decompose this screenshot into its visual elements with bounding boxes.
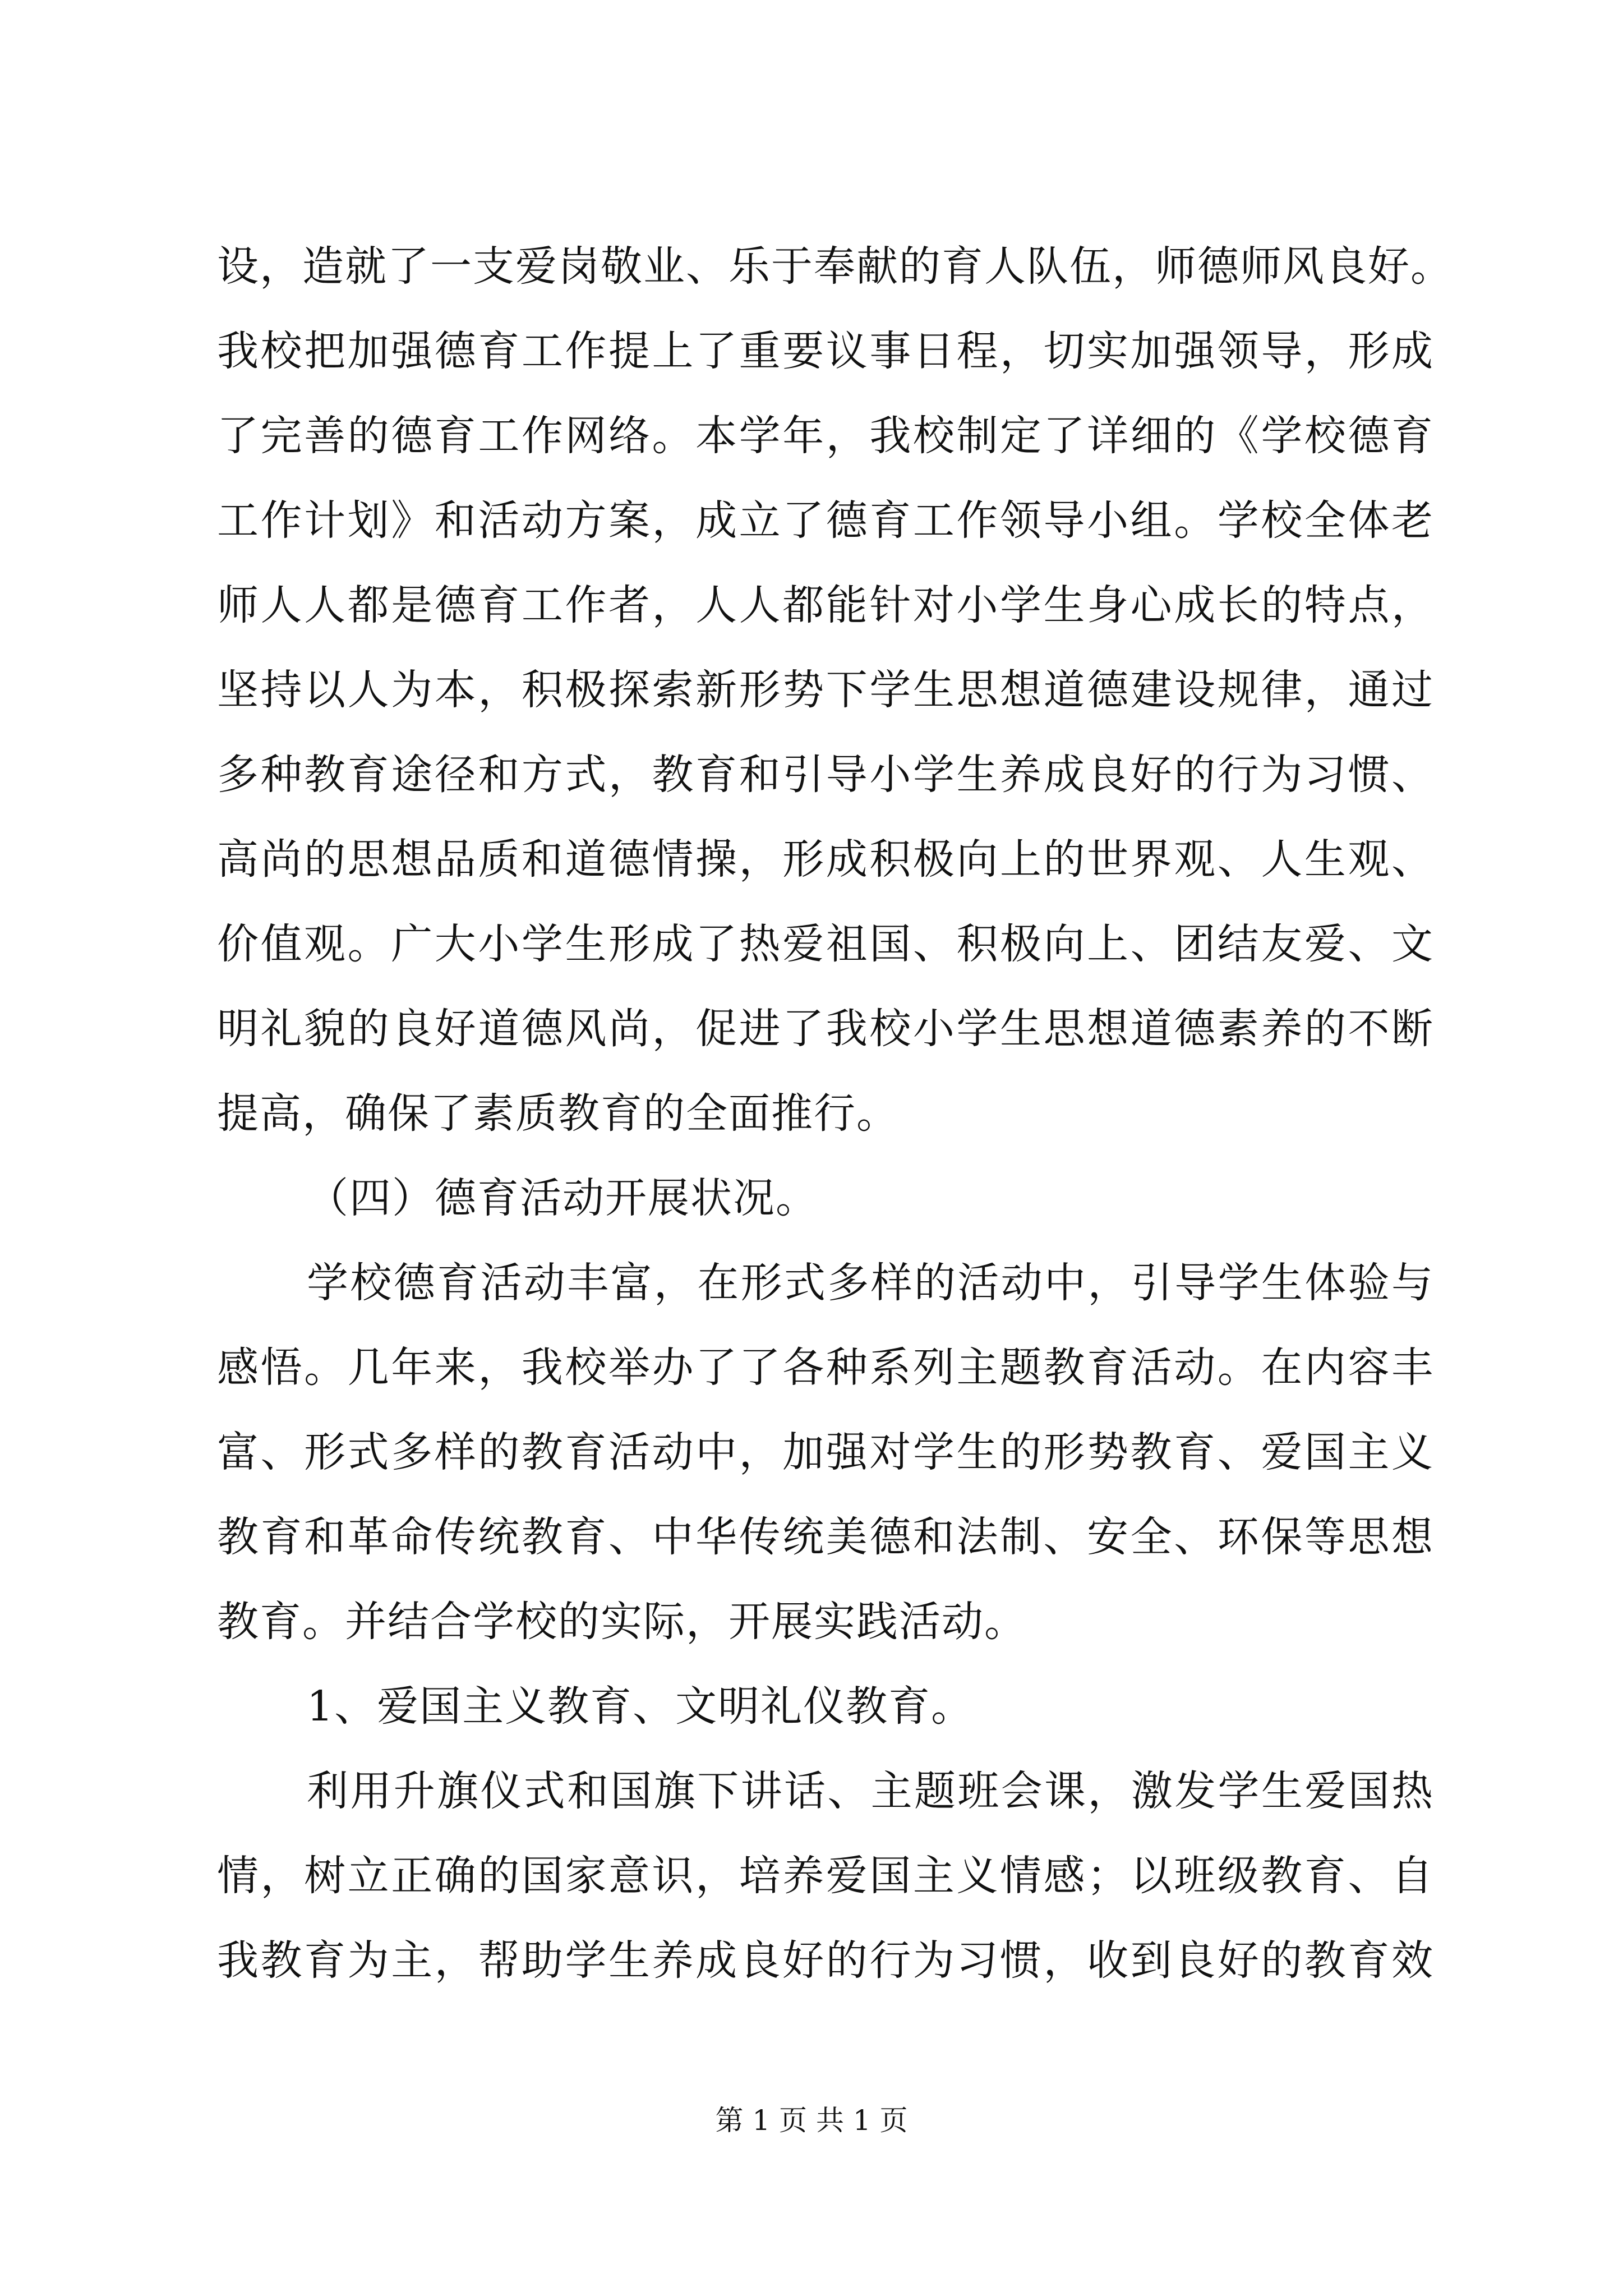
- text-line: 工作计划》和活动方案，成立了德育工作领导小组。学校全体老: [217, 496, 1434, 545]
- text-line: 提高，确保了素质教育的全面推行。: [217, 1089, 899, 1138]
- document-body: [217, 224, 1453, 2003]
- text-line: 利用升旗仪式和国旗下讲话、主题班会课，激发学生爱国热: [307, 1767, 1434, 1815]
- text-line: 教育和革命传统教育、中华传统美德和法制、安全、环保等思想: [217, 1513, 1434, 1561]
- text-line: 我教育为主，帮助学生养成良好的行为习惯，收到良好的教育效: [217, 1936, 1434, 1985]
- text-line: 价值观。广大小学生形成了热爱祖国、积极向上、团结友爱、文: [217, 920, 1434, 968]
- text-line: 设，造就了一支爱岗敬业、乐于奉献的育人队伍，师德师风良好。: [217, 242, 1453, 291]
- page-footer: [0, 2101, 1623, 2140]
- text-line: 多种教育途径和方式，教育和引导小学生养成良好的行为习惯、: [217, 751, 1434, 799]
- text-line: 感悟。几年来，我校举办了了各种系列主题教育活动。在内容丰: [217, 1343, 1434, 1392]
- text-line: 明礼貌的良好道德风尚，促进了我校小学生思想道德素养的不断: [217, 1005, 1434, 1053]
- text-line: 了完善的德育工作网络。本学年，我校制定了详细的《学校德育: [217, 412, 1434, 460]
- text-line: 师人人都是德育工作者，人人都能针对小学生身心成长的特点，: [217, 581, 1434, 629]
- text-line: 富、形式多样的教育活动中，加强对学生的形势教育、爱国主义: [217, 1428, 1434, 1476]
- section-heading: （四）德育活动开展状况。: [307, 1174, 818, 1222]
- text-line: 我校把加强德育工作提上了重要议事日程，切实加强领导，形成: [217, 327, 1434, 375]
- page-number-label: 第 1 页 共 1 页: [715, 2104, 908, 2137]
- text-line: 学校德育活动丰富，在形式多样的活动中，引导学生体验与: [307, 1259, 1434, 1307]
- text-line: 坚持以人为本，积极探索新形势下学生思想道德建设规律，通过: [217, 666, 1434, 714]
- text-line: 情，树立正确的国家意识，培养爱国主义情感；以班级教育、自: [217, 1852, 1434, 1900]
- text-line: 教育。并结合学校的实际，开展实践活动。: [217, 1598, 1027, 1646]
- text-line: 高尚的思想品质和道德情操，形成积极向上的世界观、人生观、: [217, 835, 1434, 884]
- subsection-heading: 1、爱国主义教育、文明礼仪教育。: [307, 1682, 974, 1731]
